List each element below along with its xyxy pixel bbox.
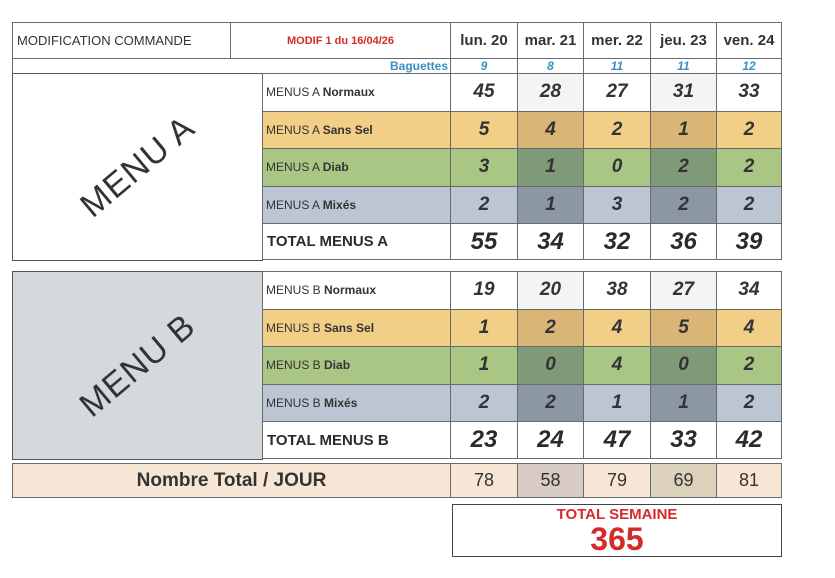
- quantity-value: 2: [478, 391, 490, 413]
- quantity-value: 2: [743, 156, 755, 178]
- quantity-cell: [650, 186, 717, 225]
- quantity-value: 4: [545, 118, 556, 140]
- quantity-cell: [716, 271, 782, 310]
- row-label-type: Normaux: [322, 85, 375, 100]
- quantity-cell: [450, 271, 518, 310]
- quantity-value: 2: [743, 193, 755, 215]
- quantity-cell: [517, 73, 584, 112]
- menu-total-value: 34: [537, 227, 564, 255]
- day-header-lun: [450, 22, 518, 59]
- quantity-value: 2: [743, 354, 755, 376]
- row-label-type: Diab: [322, 160, 349, 175]
- quantity-value: 1: [678, 391, 689, 413]
- quantity-cell: [650, 384, 717, 423]
- daily-total-value: [583, 463, 651, 498]
- menu-total-cell: [716, 223, 782, 260]
- row-label-prefix: MENUS A: [266, 160, 323, 175]
- quantity-value: 1: [478, 316, 490, 338]
- quantity-value: 38: [606, 279, 628, 301]
- menu-total-cell: [583, 223, 651, 260]
- menu-total-label: [262, 223, 451, 260]
- menu-total-value: 47: [603, 426, 631, 453]
- quantity-value: 2: [478, 193, 490, 215]
- row-label-prefix: MENUS A: [266, 122, 323, 137]
- menu-total-value: 24: [537, 426, 564, 453]
- quantity-value: 31: [672, 81, 695, 103]
- quantity-value: 0: [611, 156, 623, 178]
- quantity-value: 27: [606, 81, 628, 103]
- row-label-type: Sans Sel: [324, 320, 375, 335]
- quantity-cell: [650, 111, 717, 150]
- menu-a-name: MENU A: [72, 108, 202, 225]
- daily-total-text: 79: [606, 470, 628, 490]
- row-label-prefix: MENUS A: [266, 85, 323, 100]
- quantity-cell: [450, 111, 518, 150]
- row-label-mixes: [262, 186, 451, 225]
- row-label-type: Mixés: [322, 197, 357, 212]
- day-text: jeu. 23: [660, 32, 707, 49]
- menu-total-cell: [517, 223, 584, 260]
- row-label-prefix: MENUS B: [266, 320, 325, 335]
- daily-total-text: 58: [540, 470, 561, 490]
- quantity-value: 28: [539, 81, 562, 103]
- menu-total-label: [262, 421, 451, 459]
- row-label-type: Normaux: [324, 283, 377, 298]
- daily-total-value: [716, 463, 782, 498]
- row-label-prefix: MENUS B: [266, 283, 325, 298]
- quantity-value: 1: [545, 193, 556, 215]
- baguettes-value: [517, 58, 584, 74]
- day-text: ven. 24: [723, 32, 775, 49]
- quantity-cell: [517, 111, 584, 150]
- menu-total-value: 39: [735, 227, 763, 255]
- baguettes-value: [450, 58, 518, 74]
- quantity-value: 19: [473, 279, 495, 301]
- row-label-sans-sel: [262, 309, 451, 348]
- quantity-cell: [450, 186, 518, 225]
- quantity-cell: [583, 346, 651, 385]
- quantity-cell: [517, 346, 584, 385]
- row-label-normaux: [262, 271, 451, 310]
- menu-total-cell: [517, 421, 584, 459]
- weekly-total-value: 365: [590, 521, 644, 557]
- document-title: [12, 22, 231, 59]
- row-label-diab: [262, 148, 451, 187]
- day-text: mer. 22: [591, 32, 643, 49]
- day-header-ven: [716, 22, 782, 59]
- quantity-value: 5: [678, 316, 689, 338]
- weekly-total-label: TOTAL SEMAINE: [556, 506, 678, 523]
- menu-total-cell: [716, 421, 782, 459]
- menu-total-value: 36: [670, 227, 697, 255]
- quantity-value: 1: [478, 354, 490, 376]
- quantity-cell: [716, 73, 782, 112]
- quantity-cell: [716, 309, 782, 348]
- quantity-value: 4: [743, 316, 755, 338]
- baguettes-label: [12, 58, 451, 74]
- row-label-mixes: [262, 384, 451, 423]
- quantity-value: 33: [738, 81, 760, 103]
- quantity-value: 2: [611, 118, 623, 140]
- menu-total-value: 33: [670, 426, 697, 453]
- quantity-value: 5: [478, 118, 490, 140]
- quantity-cell: [583, 73, 651, 112]
- day-text: mar. 21: [524, 32, 577, 49]
- quantity-value: 20: [539, 279, 562, 301]
- menu-a-label-block: [12, 73, 263, 261]
- row-label-prefix: MENUS B: [266, 358, 325, 373]
- quantity-cell: [517, 271, 584, 310]
- quantity-cell: [450, 384, 518, 423]
- row-label-normaux: [262, 73, 451, 112]
- quantity-value: 1: [545, 156, 556, 178]
- quantity-cell: [716, 186, 782, 225]
- modif-text: MODIF 1 du 16/04/26: [287, 34, 394, 47]
- baguettes-value-text: 12: [742, 59, 756, 73]
- day-text: lun. 20: [460, 32, 508, 49]
- quantity-cell: [716, 346, 782, 385]
- quantity-value: 2: [743, 118, 755, 140]
- quantity-cell: [650, 346, 717, 385]
- modif-label: [230, 22, 451, 59]
- quantity-cell: [716, 384, 782, 423]
- row-label-sans-sel: [262, 111, 451, 150]
- quantity-cell: [517, 309, 584, 348]
- quantity-value: 2: [545, 391, 556, 413]
- daily-total-label-text: Nombre Total / JOUR: [136, 469, 327, 491]
- row-label-prefix: MENUS A: [266, 197, 323, 212]
- quantity-cell: [583, 111, 651, 150]
- baguettes-value: [650, 58, 717, 74]
- quantity-value: 0: [678, 354, 689, 376]
- menu-total-label-text: TOTAL MENUS A: [267, 233, 389, 250]
- quantity-cell: [583, 148, 651, 187]
- document-title-text: MODIFICATION COMMANDE: [17, 33, 192, 48]
- day-header-mer: [583, 22, 651, 59]
- baguettes-value-text: 8: [547, 59, 554, 73]
- menu-total-label-text: TOTAL MENUS B: [267, 431, 389, 449]
- quantity-value: 1: [611, 391, 623, 413]
- menu-total-value: 42: [735, 426, 763, 453]
- quantity-cell: [517, 186, 584, 225]
- baguettes-label-text: Baguettes: [389, 59, 448, 73]
- daily-total-value: [450, 463, 518, 498]
- quantity-value: 34: [738, 279, 760, 301]
- quantity-value: 3: [478, 156, 490, 178]
- menu-total-cell: [650, 421, 717, 459]
- menu-b-name: MENU B: [72, 306, 203, 425]
- quantity-value: 4: [611, 316, 623, 338]
- quantity-cell: [650, 73, 717, 112]
- quantity-value: 4: [611, 354, 623, 376]
- row-label-type: Diab: [324, 358, 351, 373]
- row-label-type: Sans Sel: [322, 122, 373, 137]
- daily-total-text: 69: [673, 470, 694, 490]
- day-header-jeu: [650, 22, 717, 59]
- menu-total-value: 55: [470, 227, 498, 255]
- quantity-value: 0: [545, 354, 556, 376]
- baguettes-value-text: 11: [610, 59, 624, 73]
- baguettes-value-text: 9: [480, 59, 488, 73]
- baguettes-value-text: 11: [677, 59, 690, 73]
- menu-total-cell: [450, 421, 518, 459]
- quantity-cell: [450, 73, 518, 112]
- menu-total-value: 23: [470, 426, 498, 453]
- menu-total-cell: [650, 223, 717, 260]
- quantity-value: 27: [672, 279, 695, 301]
- daily-total-text: 81: [738, 470, 760, 490]
- quantity-value: 1: [678, 118, 689, 140]
- quantity-cell: [650, 309, 717, 348]
- menu-total-cell: [450, 223, 518, 260]
- row-label-type: Mixés: [324, 395, 358, 410]
- day-header-mar: [517, 22, 584, 59]
- menu-b-label-block: [12, 271, 263, 460]
- daily-total-text: 78: [473, 470, 495, 490]
- quantity-cell: [450, 309, 518, 348]
- daily-total-value: [650, 463, 717, 498]
- quantity-value: 2: [743, 391, 755, 413]
- quantity-cell: [583, 309, 651, 348]
- quantity-value: 2: [678, 156, 689, 178]
- quantity-cell: [716, 148, 782, 187]
- quantity-cell: [583, 271, 651, 310]
- quantity-value: 2: [545, 316, 556, 338]
- quantity-cell: [650, 148, 717, 187]
- quantity-cell: [583, 384, 651, 423]
- baguettes-value: [583, 58, 651, 74]
- menu-total-value: 32: [603, 227, 631, 255]
- row-label-prefix: MENUS B: [266, 395, 325, 410]
- quantity-cell: [517, 384, 584, 423]
- baguettes-value: [716, 58, 782, 74]
- quantity-cell: [716, 111, 782, 150]
- quantity-cell: [450, 346, 518, 385]
- quantity-cell: [583, 186, 651, 225]
- quantity-value: 3: [611, 193, 623, 215]
- weekly-total-box: [452, 504, 782, 557]
- menu-total-cell: [583, 421, 651, 459]
- quantity-cell: [650, 271, 717, 310]
- row-label-diab: [262, 346, 451, 385]
- quantity-value: 45: [473, 81, 495, 103]
- quantity-value: 2: [678, 193, 689, 215]
- daily-total-label: [12, 463, 451, 498]
- quantity-cell: [517, 148, 584, 187]
- daily-total-value: [517, 463, 584, 498]
- quantity-cell: [450, 148, 518, 187]
